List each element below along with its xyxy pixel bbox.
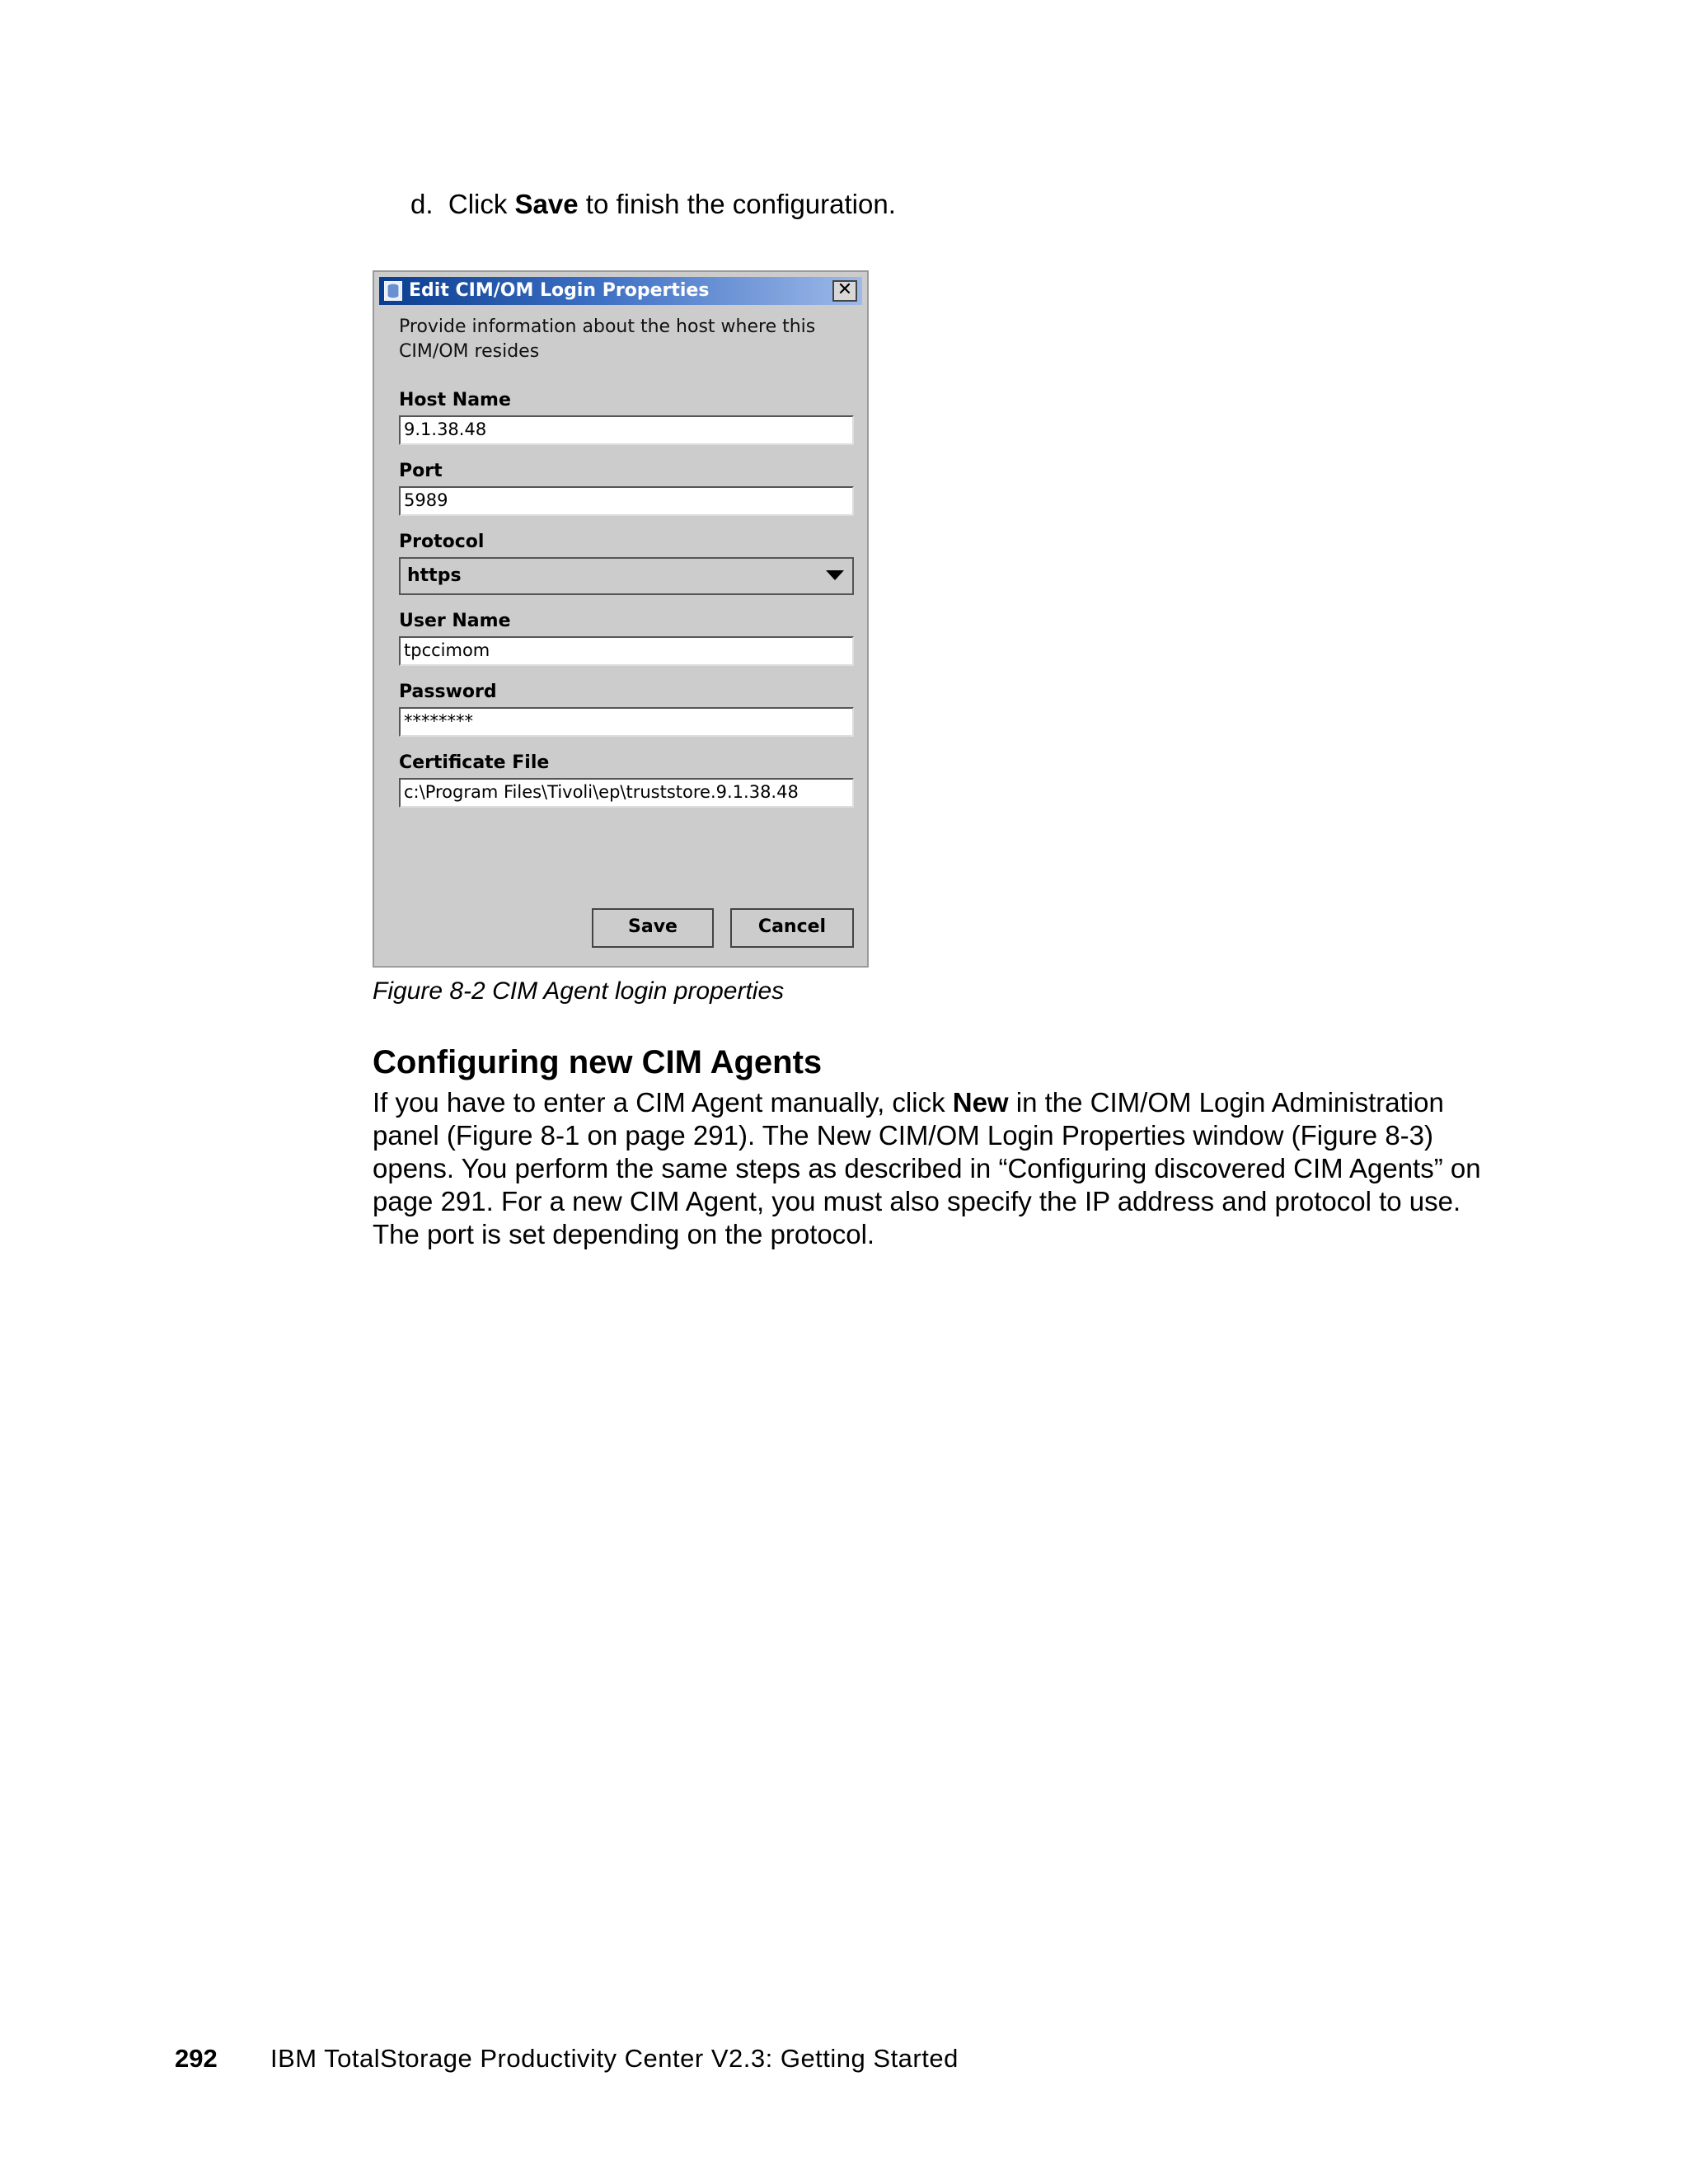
step-suffix: to finish the configuration. (585, 189, 896, 219)
password-label: Password (399, 682, 497, 702)
step-bold-save: Save (514, 189, 579, 219)
user-name-label: User Name (399, 611, 511, 631)
certificate-file-label: Certificate File (399, 752, 550, 773)
host-name-input[interactable]: 9.1.38.48 (399, 415, 854, 445)
close-icon: ✕ (837, 279, 853, 300)
page-number: 292 (175, 2044, 218, 2073)
close-button[interactable] (832, 280, 857, 302)
description-line-2: CIM/OM resides (399, 341, 540, 362)
dialog-title-bar (379, 277, 862, 305)
book-title: IBM TotalStorage Productivity Center V2.3: Getting Started (270, 2044, 959, 2073)
edit-cimom-login-dialog (373, 270, 869, 968)
body-line-2: panel (Figure 8-1 on page 291). The New CIM/OM Login Properties window (Figure 8-3) (373, 1120, 1433, 1151)
cancel-button[interactable]: Cancel (730, 908, 854, 948)
body-line-1-post: in the CIM/OM Login Administration (1015, 1087, 1444, 1118)
body-line-4: page 291. For a new CIM Agent, you must also specify the IP address and protocol to use. (373, 1186, 1461, 1216)
dialog-title: Edit CIM/OM Login Properties (409, 280, 710, 301)
protocol-value: https (407, 565, 462, 586)
protocol-select[interactable] (399, 557, 854, 595)
body-line-3: opens. You perform the same steps as described in “Configuring discovered CIM Agents” on (373, 1153, 1481, 1183)
port-input[interactable]: 5989 (399, 486, 854, 516)
step-marker: d. (410, 189, 434, 219)
user-name-input[interactable]: tpccimom (399, 636, 854, 666)
port-label: Port (399, 461, 443, 481)
chevron-down-icon (826, 570, 844, 580)
host-name-label: Host Name (399, 390, 511, 410)
password-input[interactable]: ******** (399, 707, 854, 737)
protocol-label: Protocol (399, 532, 485, 552)
step-prefix: Click (448, 189, 508, 219)
certificate-file-input[interactable]: c:\Program Files\Tivoli\ep\truststore.9.1.38.48 (399, 778, 854, 808)
body-line-1 (373, 1086, 1444, 1119)
step-instruction (410, 186, 896, 223)
description-line-1: Provide information about the host where this (399, 316, 816, 337)
figure-caption: Figure 8-2 CIM Agent login properties (373, 977, 785, 1005)
body-line-1-pre: If you have to enter a CIM Agent manually, click (373, 1087, 945, 1118)
section-heading: Configuring new CIM Agents (373, 1044, 823, 1080)
save-button[interactable]: Save (592, 908, 714, 948)
dialog-description (399, 315, 844, 364)
body-line-5: The port is set depending on the protocol. (373, 1219, 875, 1249)
database-icon (384, 281, 402, 301)
body-line-1-bold-new: New (952, 1087, 1009, 1118)
